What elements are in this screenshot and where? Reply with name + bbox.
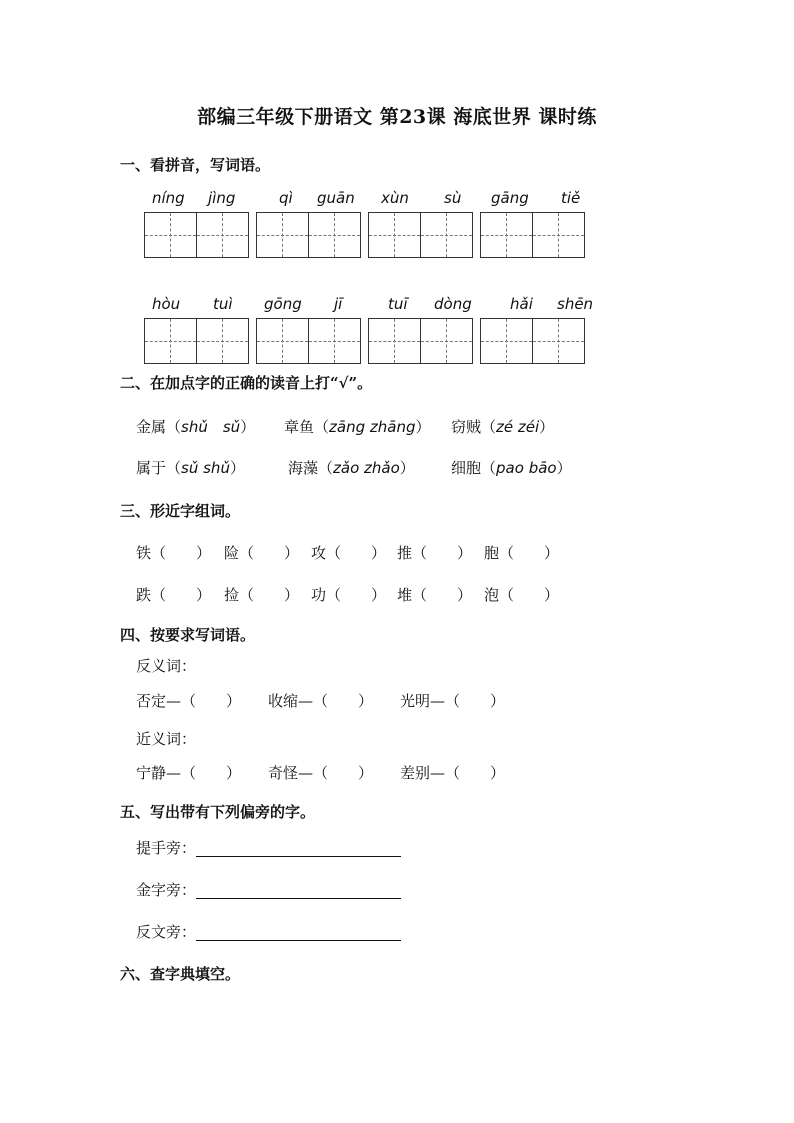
writing-grid[interactable] bbox=[368, 212, 473, 258]
pronunciation-item[interactable]: 海藻（zǎo zhǎo） bbox=[288, 459, 415, 477]
pinyin: dòng bbox=[434, 295, 472, 313]
word-item[interactable]: 铁（ ） bbox=[136, 544, 212, 562]
pronunciation-item[interactable]: 金属（shǔ sǔ） bbox=[136, 418, 256, 436]
synonym-label: 近义词： bbox=[136, 730, 197, 748]
synonym-item[interactable]: 差别—（ ） bbox=[400, 764, 506, 782]
radical-row bbox=[136, 837, 401, 858]
section-1-heading: 一、看拼音，写词语。 bbox=[120, 156, 271, 174]
pinyin: hòu bbox=[152, 295, 181, 313]
radical-label: 提手旁： bbox=[136, 839, 197, 857]
pinyin: shēn bbox=[557, 295, 594, 313]
synonym-item[interactable]: 宁静—（ ） bbox=[136, 764, 242, 782]
pronunciation-item[interactable]: 属于（sǔ shǔ） bbox=[136, 459, 245, 477]
section-5-heading: 五、写出带有下列偏旁的字。 bbox=[120, 803, 316, 821]
word-item[interactable]: 险（ ） bbox=[224, 544, 300, 562]
word-item[interactable]: 推（ ） bbox=[397, 544, 473, 562]
writing-grid[interactable] bbox=[368, 318, 473, 364]
answer-line[interactable] bbox=[196, 926, 401, 941]
radical-label: 反文旁： bbox=[136, 923, 197, 941]
word-item[interactable]: 泡（ ） bbox=[484, 586, 560, 604]
radical-row bbox=[136, 921, 401, 942]
pinyin: sù bbox=[444, 189, 462, 207]
word-item[interactable]: 胞（ ） bbox=[484, 544, 560, 562]
writing-grid[interactable] bbox=[480, 318, 585, 364]
word-item[interactable]: 跌（ ） bbox=[136, 586, 212, 604]
writing-grid[interactable] bbox=[144, 318, 249, 364]
pinyin: gāng bbox=[491, 189, 529, 207]
pinyin: tiě bbox=[561, 189, 581, 207]
section-4-heading: 四、按要求写词语。 bbox=[120, 626, 256, 644]
antonym-item[interactable]: 收缩—（ ） bbox=[268, 692, 374, 710]
page-title: 部编三年级下册语文 第23课 海底世界 课时练 bbox=[197, 106, 597, 128]
writing-grid[interactable] bbox=[144, 212, 249, 258]
section-2-heading: 二、在加点字的正确的读音上打“√”。 bbox=[120, 374, 373, 392]
writing-grid[interactable] bbox=[256, 212, 361, 258]
section-6-heading: 六、查字典填空。 bbox=[120, 965, 241, 983]
pinyin: níng bbox=[152, 189, 185, 207]
antonym-item[interactable]: 光明—（ ） bbox=[400, 692, 506, 710]
word-item[interactable]: 攻（ ） bbox=[311, 544, 387, 562]
radical-label: 金字旁： bbox=[136, 881, 197, 899]
antonym-item[interactable]: 否定—（ ） bbox=[136, 692, 242, 710]
antonym-label: 反义词： bbox=[136, 657, 197, 675]
pinyin: xùn bbox=[381, 189, 409, 207]
pinyin: guān bbox=[317, 189, 355, 207]
pinyin: gōng bbox=[264, 295, 302, 313]
word-item[interactable]: 堆（ ） bbox=[397, 586, 473, 604]
word-item[interactable]: 功（ ） bbox=[311, 586, 387, 604]
radical-row bbox=[136, 879, 401, 900]
pinyin: jìng bbox=[208, 189, 236, 207]
synonym-item[interactable]: 奇怪—（ ） bbox=[268, 764, 374, 782]
pronunciation-item[interactable]: 窃贼（zé zéi） bbox=[451, 418, 555, 436]
writing-grid[interactable] bbox=[256, 318, 361, 364]
writing-grid[interactable] bbox=[480, 212, 585, 258]
pinyin: tuī bbox=[388, 295, 408, 313]
answer-line[interactable] bbox=[196, 842, 401, 857]
pinyin: jī bbox=[334, 295, 343, 313]
pronunciation-item[interactable]: 章鱼（zāng zhāng） bbox=[284, 418, 431, 436]
answer-line[interactable] bbox=[196, 884, 401, 899]
pinyin: tuì bbox=[213, 295, 233, 313]
pinyin: qì bbox=[279, 189, 293, 207]
word-item[interactable]: 捡（ ） bbox=[224, 586, 300, 604]
section-3-heading: 三、形近字组词。 bbox=[120, 502, 241, 520]
pinyin: hǎi bbox=[510, 295, 533, 313]
pronunciation-item[interactable]: 细胞（pao bāo） bbox=[451, 459, 572, 477]
